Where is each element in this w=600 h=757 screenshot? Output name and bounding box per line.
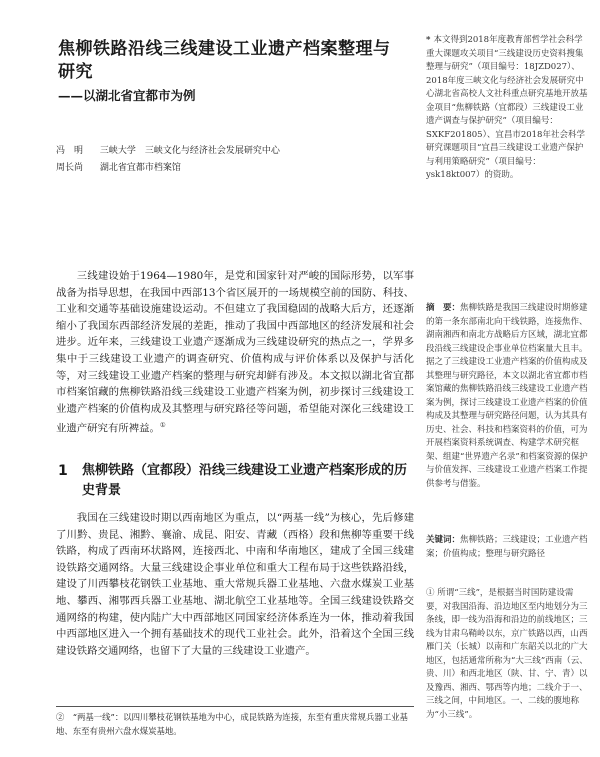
fund-note-text: 本文得到2018年度教育部哲学社会科学重大课题攻关项目“三线建设历史资料搜集整理与研究”（项目编号：18JZD027）、2018年度三峡文化与经济社会发展研究中心湖北省高校人文社科重点研究基地开放基金项目“焦柳铁路（宜都段）三线建设工业遗产调查与保护研究”（项目编号：SXKF201805）、宜昌市2018年社会科学研究课题项目“宜昌三线建设工业遗产保护与利用策略研究”（项目编号：ysk18kt007）的资助。	[426, 35, 588, 180]
footnote: ② “两基一线”：以四川攀枝花钢铁基地为中心，成昆铁路为连接，东至有重庆常规兵器工业基地、东至有贵州六盘水煤炭基地。	[56, 712, 408, 736]
abstract-text: 焦柳铁路是我国三线建设时期修建的第一条东部南北向干线铁路，连接焦作、湖南湘西和南北方战略后方区域，湖北宜都段沿线三线建设企事业单位档案量大且丰。据之了三线建设工业遗产档案的价值构成及其整理与研究路径，本文以湖北省宜都市档案馆藏的焦柳铁路沿线三线建设工业遗产档案为例，探讨三线建设工业遗产档案的价值构成及其整理与研究路径问题，认为其具有历史、社会、科技和档案资料的价值，可为开展档案资料系统调查、构建学术研究框架、组建“世界遗产名录”和档案资源的保护与价值发挥、三线建设工业遗产档案工作提供参考与借鉴。	[426, 303, 588, 489]
abstract	[426, 302, 590, 491]
abstract-label: 摘 要：	[426, 303, 461, 313]
article-title: 焦柳铁路沿线三线建设工业遗产档案整理与研究	[58, 39, 391, 82]
author-row	[56, 160, 294, 177]
side-footnote-text: 所谓“三线”，是根据当时国防建设需要，对我国沿海、沿边地区至内地划分为三条线，即一线为沿海和沿边的前线地区；三线为甘肃乌鞘岭以东，京广铁路以西，山西雁门关（长城）以南和广东韶关以北的广大地区，包括通常所称为“大三线”西南（云、贵、川）和西北地区（陕、甘、宁、青）以及豫西、湘西、鄂西等内地；二线介于一、三线之间，中间地区。一、二线的腹地称为“小三线”。	[426, 588, 588, 720]
author-affiliation: 三峡大学 三峡文化与经济社会发展研究中心	[99, 146, 280, 156]
author-name: 冯 明	[56, 146, 84, 156]
body-paragraph: 我国在三线建设时期以西南地区为重点，以“两基一线”为核心，先后修建了川黔、贵昆、湘黔、襄渝、成昆、阳安、青藏（西格）段和焦柳等重要干线铁路，构成了西南环状路网，连接西北、中南和华南地区，建成了全国三线建设铁路交通网络。大量三线建设企事业单位和重大工程布局于这些铁路沿线，建设了川西攀枝花钢铁工业基地、重大常规兵器工业基地、六盘水煤炭工业基地、攀西、湘鄂西兵器工业基地、湖北航空工业基地等。全国三线建设铁路交通网络的构建，使内陆广大中西部地区同国家经济体系连为一体，推动着我国中西部地区进入一个拥有基础技术的现代工业社会。此外，沿着这个全国三线建设铁路交通网络，也留下了大量的三线建设工业遗产。	[56, 512, 414, 657]
fund-note	[426, 34, 590, 183]
keywords-text: 焦柳铁路；三线建设；工业遗产档案；价值构成；整理与研究路径	[426, 535, 588, 559]
section-title: 焦柳铁路（宜都段）沿线三线建设工业遗产档案形成的历史背景	[82, 463, 408, 498]
intro-footnote-marker: ①	[159, 421, 166, 430]
article-subtitle: ——以湖北省宜都市为例	[58, 88, 196, 103]
asterisk-icon: *	[426, 35, 431, 45]
footnote-divider	[56, 706, 414, 707]
author-row	[56, 143, 294, 160]
side-footnote	[426, 587, 590, 722]
author-block	[56, 143, 294, 177]
section-number: 1	[58, 463, 68, 479]
side-footnote-number: ①	[426, 588, 435, 598]
intro-text: 三线建设始于1964—1980年，是党和国家针对严峻的国际形势，以军事战备为指导思想，在我国中西部13个省区展开的一场规模空前的国防、科技、工业和交通等基础设施建设运动。不但建立了我国稳固的战略大后方，还逐渐缩小了我国东西部经济发展的差距，推动了我国中西部地区的经济发展和社会进步。近年来，三线建设工业遗产逐渐成为三线建设研究的热点之一，学界多集中于三线建设工业遗产的调查研究、价值构成与评价体系以及保护与活化等，对三线建设工业遗产档案的整理与研究却鲜有涉及。本文拟以湖北省宜都市档案馆藏的焦柳铁路沿线三线建设工业遗产档案为例，初步探讨三线建设工业遗产档案的价值构成及其整理与研究路径等问题，希望能对深化三线建设工业遗产研究有所裨益。	[56, 270, 414, 435]
keywords	[426, 534, 590, 561]
author-name: 周长尚	[56, 163, 84, 173]
author-affiliation: 湖北省宜都市档案馆	[99, 163, 181, 173]
intro-paragraph	[56, 268, 414, 437]
keywords-label: 关键词：	[426, 535, 461, 545]
